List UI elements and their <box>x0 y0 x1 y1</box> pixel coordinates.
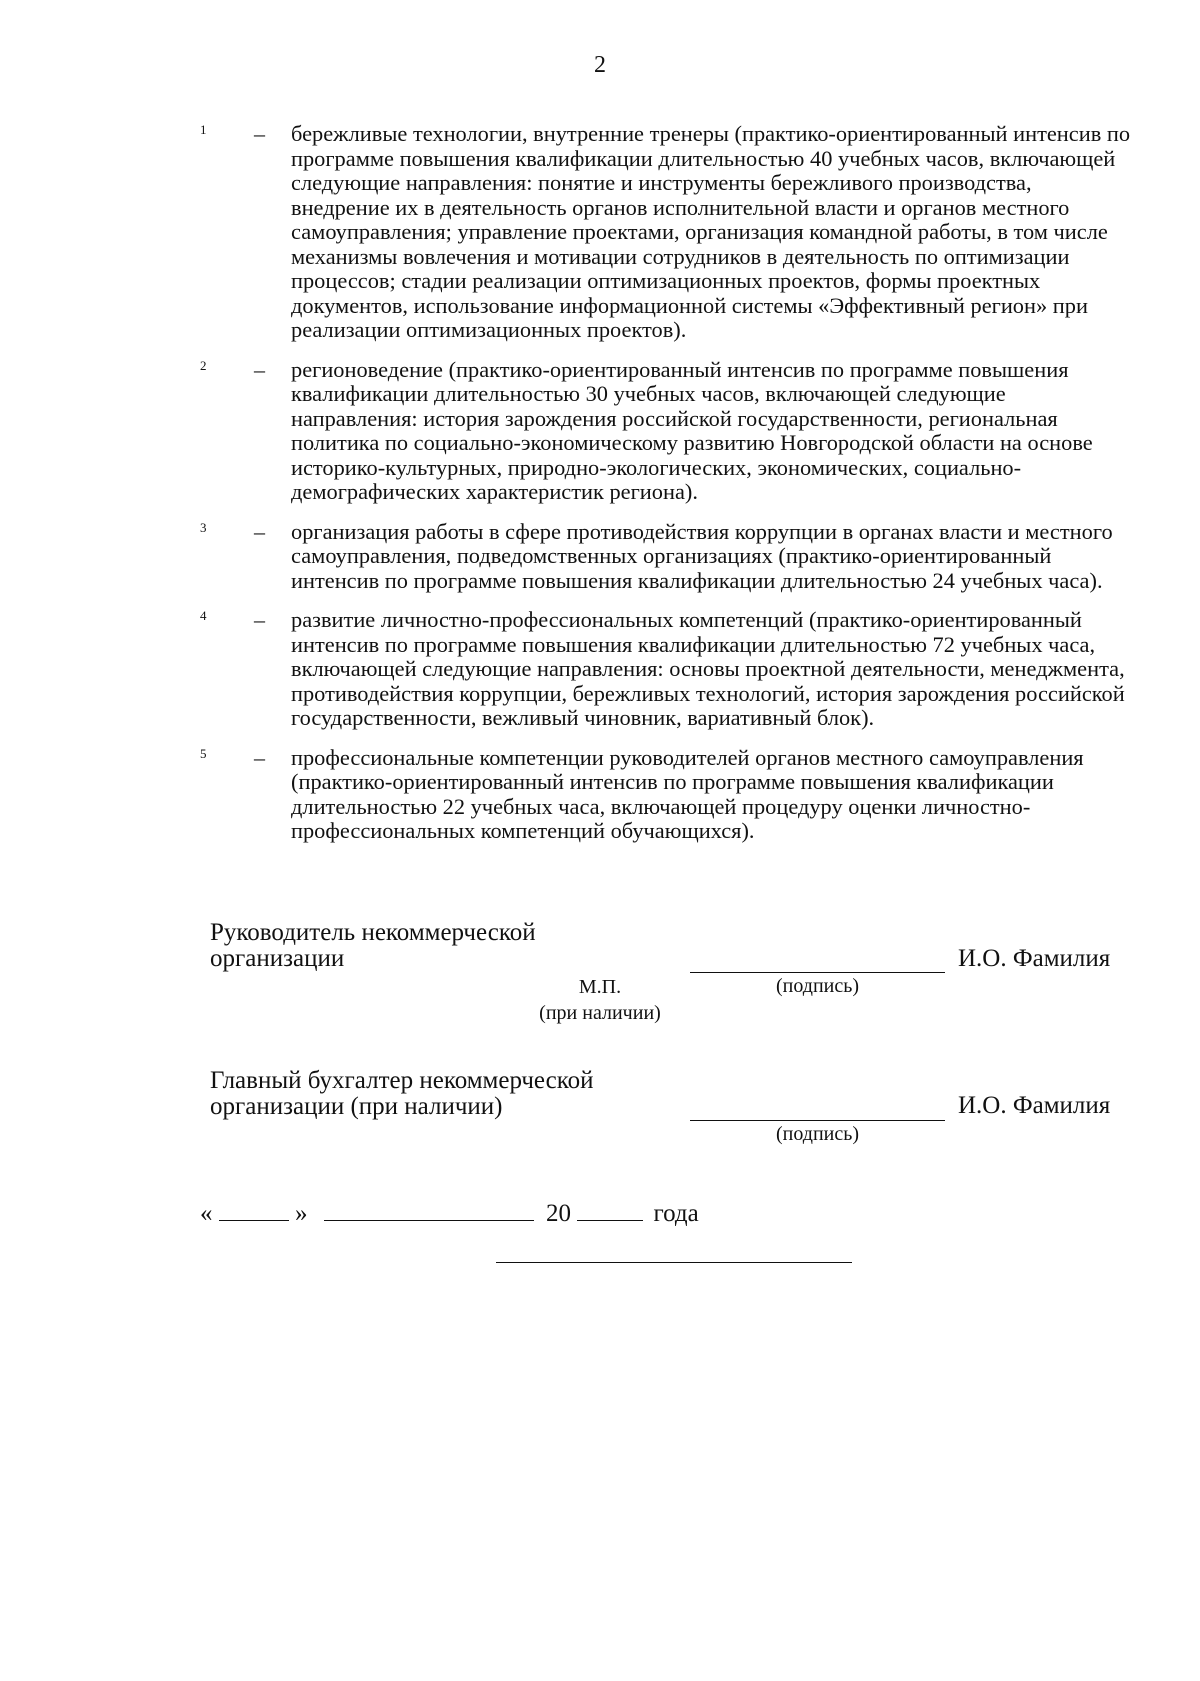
footnote-text: регионоведение (практико-ориентированный интенсив по программе повышения квалификации длительностью 30 учебных часов, включающей следующие направления: история зарождения российской государственности, региональная политика по социально-экономическому развитию Новгородской области на основе историко-культурных, природно-экологических, экономических, социально-демографических характеристик региона). <box>291 356 1093 504</box>
date-century: 20 <box>546 1200 571 1227</box>
footnotes-list <box>0 122 1200 859</box>
footnote-dash: – <box>254 121 265 146</box>
signatory-title-line: организации (при наличии) <box>210 1093 503 1120</box>
date-line <box>200 1198 699 1228</box>
footnote-number: 5 <box>200 745 207 761</box>
footnote-3 <box>0 520 1200 594</box>
footnote-text: профессиональные компетенции руководителей органов местного самоуправления (практико-ориентированный интенсив по программе повышения квалификации длительностью 22 учебных часа, включающей процедуру оценки личностно-профессиональных компетенций обучающихся). <box>291 744 1084 843</box>
end-rule <box>496 1262 852 1263</box>
footnote-dash: – <box>254 607 265 632</box>
footnote-number: 2 <box>200 357 207 373</box>
date-close-quote: » <box>295 1200 308 1227</box>
footnote-number: 3 <box>200 519 207 535</box>
footnote-text: развитие личностно-профессиональных компетенций (практико-ориентированный интенсив по программе повышения квалификации длительностью 72 учебных часа, включающей следующие направления: основы проектной деятельности, менеджмента, противодействия коррупции, бережливых технологий, история зарождения российской государственности, вежливый чиновник, вариативный блок). <box>291 607 1125 730</box>
date-year-blank <box>577 1198 643 1221</box>
footnote-dash: – <box>254 518 265 544</box>
stamp-placeholder <box>500 974 700 1026</box>
stamp-label: М.П. <box>578 976 622 998</box>
date-month-blank <box>324 1198 534 1221</box>
signatory-title-line: организации <box>210 945 345 972</box>
signature-line <box>690 972 945 973</box>
footnote-1 <box>0 122 1200 343</box>
footnote-5 <box>0 746 1200 844</box>
footnote-4 <box>0 608 1200 731</box>
date-open-quote: « <box>200 1200 213 1227</box>
page-number: 2 <box>594 52 606 78</box>
signature-line <box>690 1120 945 1121</box>
signatory-title <box>210 920 680 972</box>
footnote-2 <box>0 358 1200 505</box>
footnote-number: 1 <box>200 122 207 137</box>
footnote-dash: – <box>254 356 265 382</box>
signatory-title-line: Руководитель некоммерческой <box>210 919 536 946</box>
footnote-dash: – <box>254 744 265 770</box>
footnote-text: организация работы в сфере противодействия коррупции в органах власти и местного самоуправления, подведомственных организациях (практико-ориентированный интенсив по программе повышения квалификации длительностью 24 учебных часа). <box>291 518 1113 593</box>
stamp-note: (при наличии) <box>539 1002 661 1024</box>
signatory-title-line: Главный бухгалтер некоммерческой <box>210 1067 594 1094</box>
signature-caption: (подпись) <box>775 975 860 997</box>
date-year-word: года <box>653 1200 699 1227</box>
date-day-blank <box>219 1198 289 1221</box>
signatory-title <box>210 1068 680 1120</box>
signatory-name: И.О. Фамилия <box>958 945 1111 972</box>
signatory-name: И.О. Фамилия <box>958 1092 1111 1119</box>
footnote-text: бережливые технологии, внутренние тренеры (практико-ориентированный интенсив по программе повышения квалификации длительностью 40 учебных часов, включающей следующие направления: понятие и инструменты бережливого производства, внедрение их в деятельность органов исполнительной власти и органов местного самоуправления; управление проектами, организация командной работы, в том числе механизмы вовлечения и мотивации сотрудников в деятельность по оптимизации процессов; стадии реализации оптимизационных проектов, формы проектных документов, использование информационной системы «Эффективный регион» при реализации оптимизационных проектов). <box>291 121 1131 342</box>
signature-caption: (подпись) <box>775 1123 860 1145</box>
footnote-number: 4 <box>200 608 207 623</box>
